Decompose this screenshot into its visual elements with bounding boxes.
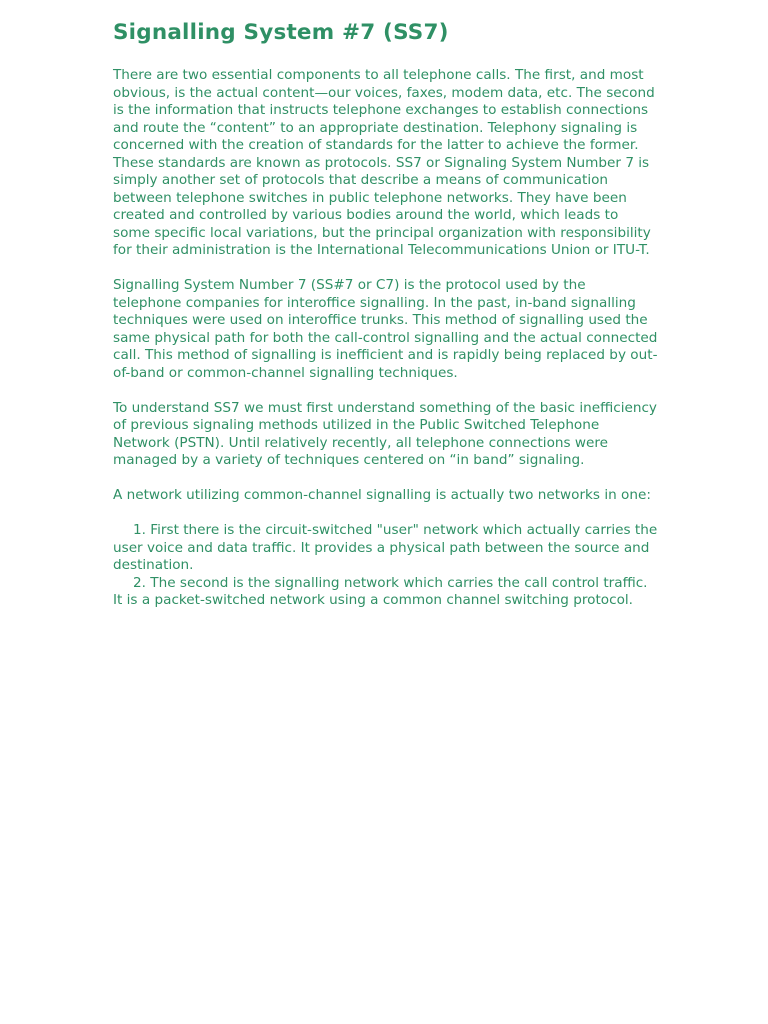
paragraph-pstn-background: To understand SS7 we must first understand something of the basic inefficiency of previous signaling methods utilized in the Public Switched Telephone Network (PSTN). Until relatively recently, all telephone connections were managed by a variety of techniques centered on “in band” signaling. (113, 399, 657, 468)
paragraph-ss7-definition: Signalling System Number 7 (SS#7 or C7) is the protocol used by the telephone companies for interoffice signalling. In the past, in-band signalling techniques were used on interoffice trunks. This method of signalling used the same physical path for both the call-control signalling and the actual connected call. This method of signalling is inefficient and is rapidly being replaced by out-of-band or common-channel signalling techniques. (113, 277, 658, 381)
document-page (113, 20, 658, 610)
list-item: 2. The second is the signalling network which carries the call control traffic. It is a packet-switched network using a common channel switching protocol. (113, 574, 648, 608)
paragraph-intro: There are two essential components to all telephone calls. The first, and most obvious, is the actual content—our voices, faxes, modem data, etc. The second is the information that instructs telephone exchanges to establish connections and route the “content” to an appropriate destination. Telephony signaling is concerned with the creation of standards for the latter to achieve the former. These standards are known as protocols. SS7 or Signaling System Number 7 is simply another set of protocols that describe a means of communication between telephone switches in public telephone networks. They have been created and controlled by various bodies around the world, which leads to some specific local variations, but the principal organization with responsibility for their administration is the International Telecommunications Union or ITU-T. (113, 67, 655, 258)
list-item: 1. First there is the circuit-switched "user" network which actually carries the user voice and data traffic. It provides a physical path between the source and destination. (113, 522, 658, 573)
network-list (113, 522, 658, 610)
paragraph-two-networks: A network utilizing common-channel signalling is actually two networks in one: (113, 487, 651, 503)
page-title: Signalling System #7 (SS7) (113, 20, 449, 45)
